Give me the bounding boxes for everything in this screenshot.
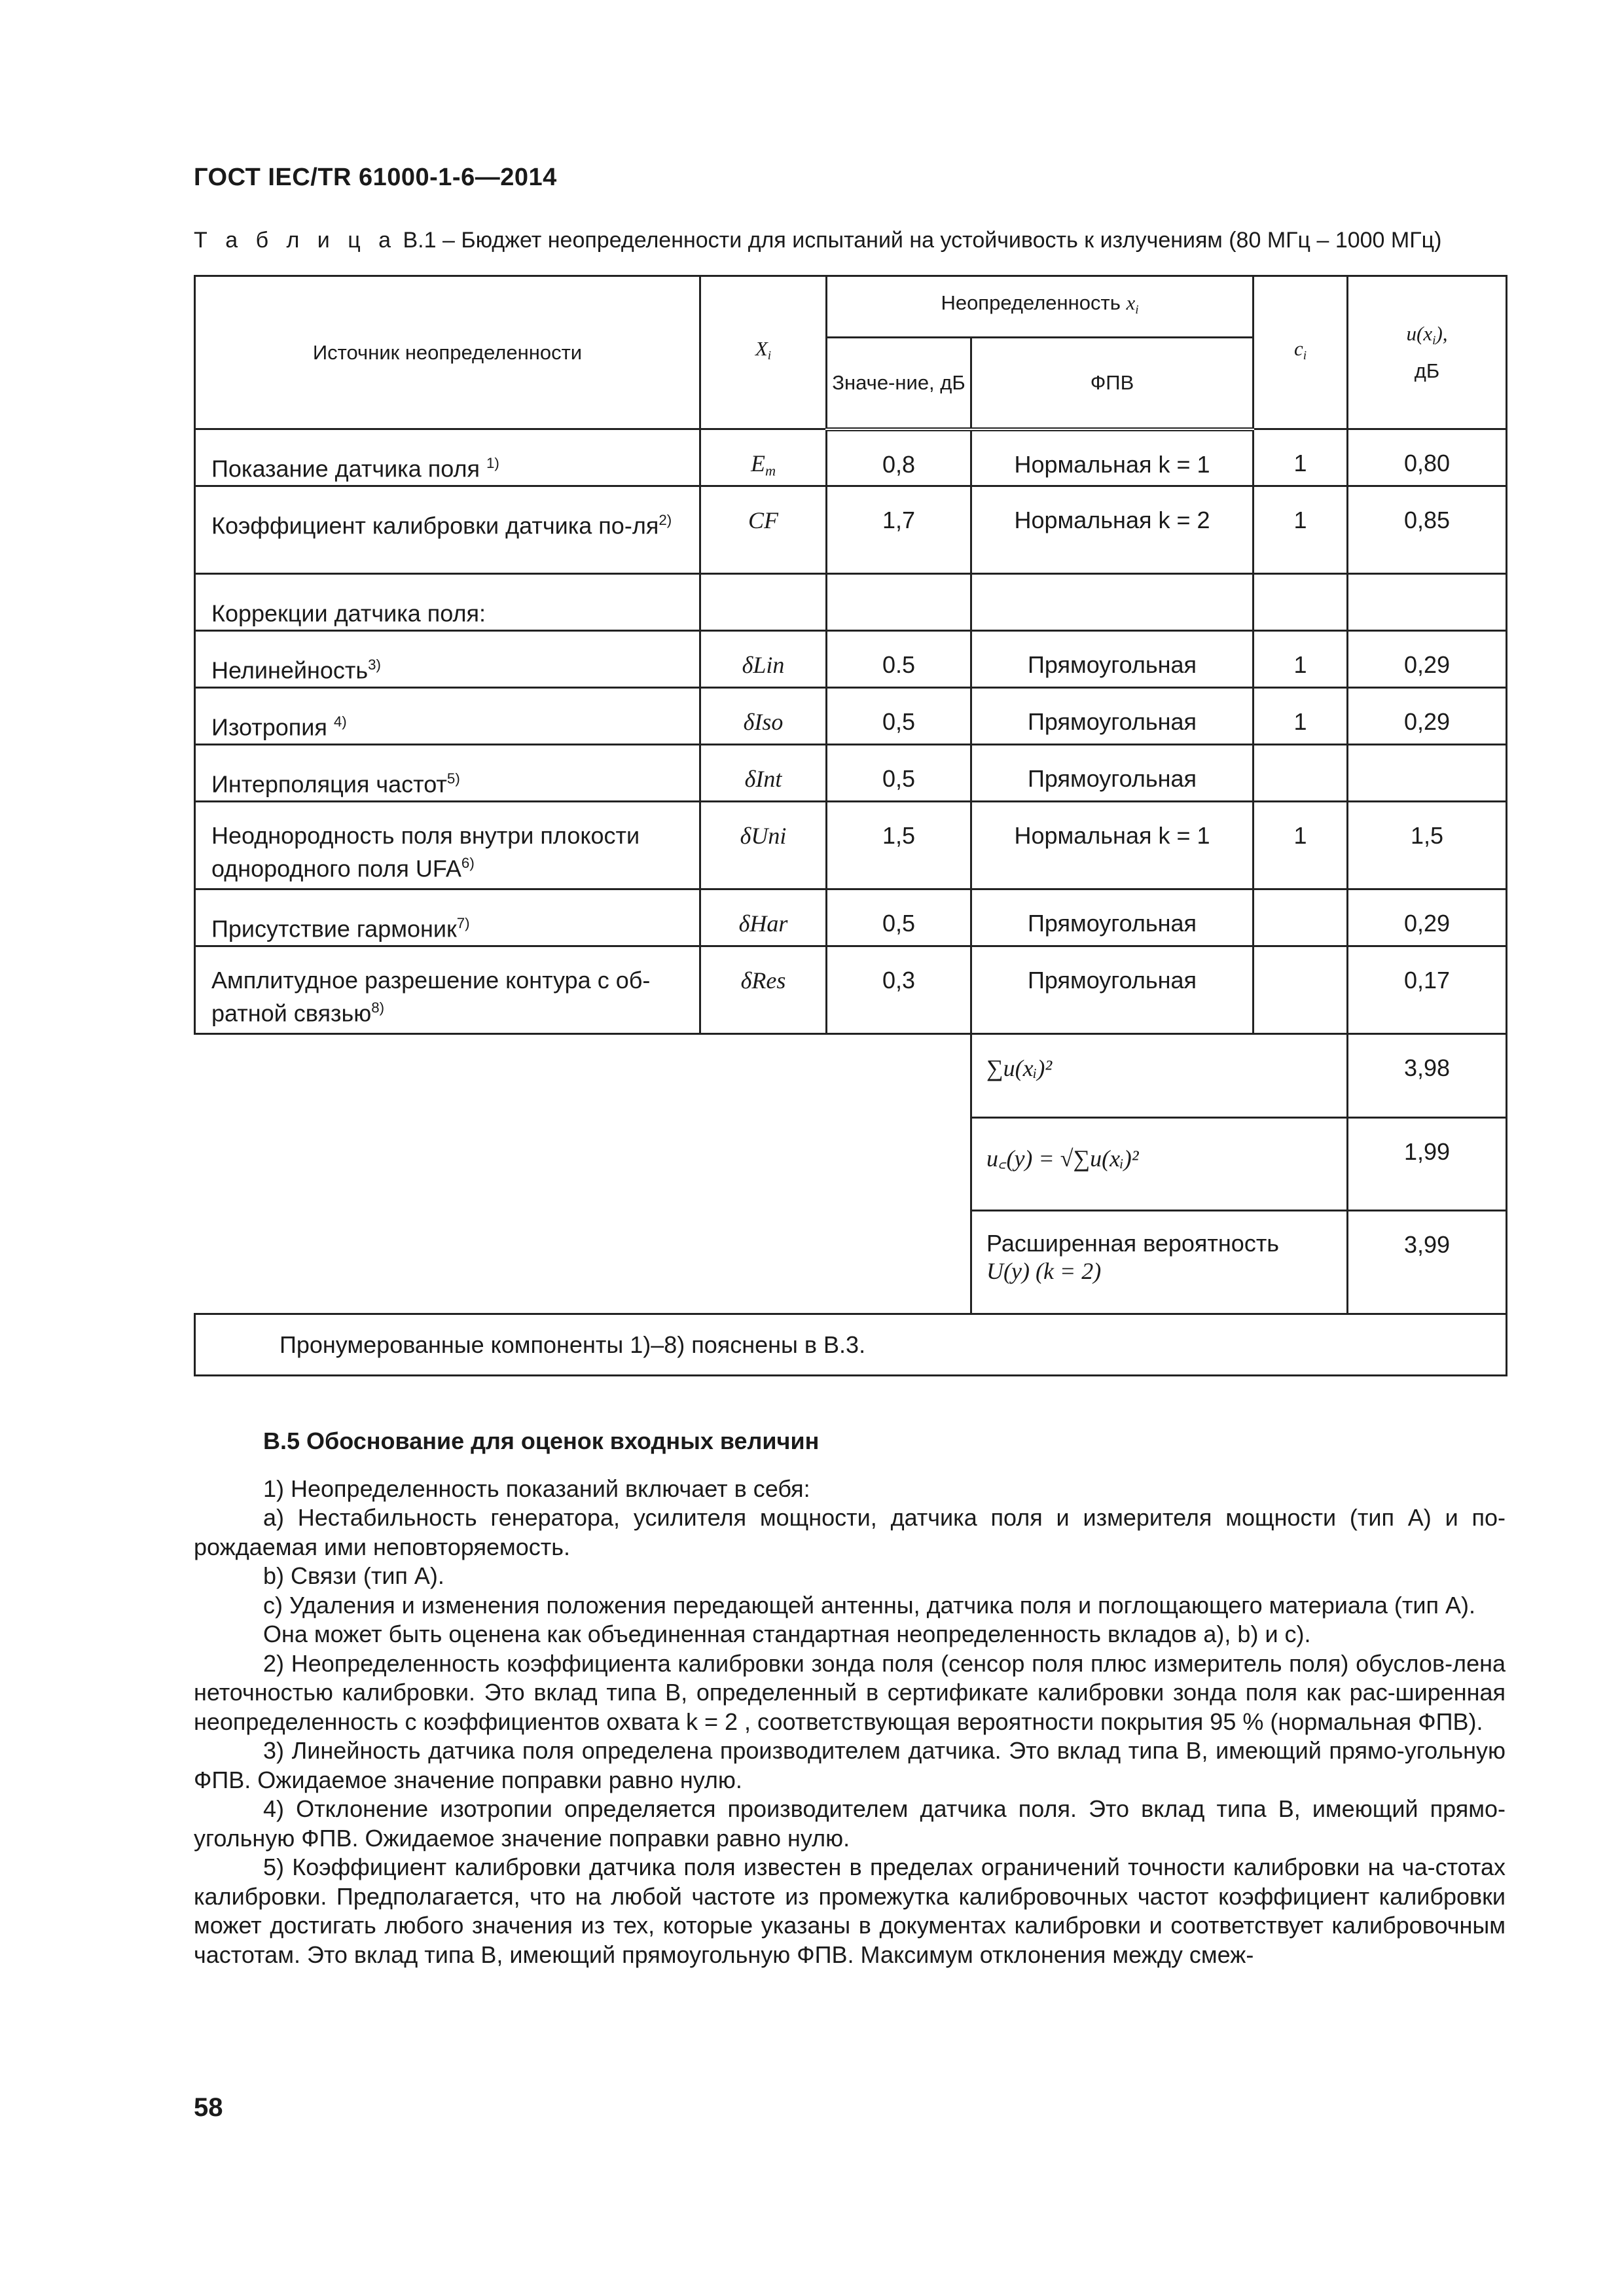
table-row (195, 429, 1507, 486)
cell-symbol: δUni (700, 802, 827, 889)
cell-source: Коэффициент калибровки датчика $по-ля^{2)}$ (195, 486, 700, 574)
summary-sum-value: 3,98 (1348, 1034, 1507, 1118)
cell-value: 0,5 (827, 688, 971, 745)
body-paragraph: 4) Отклонение изотропии определяется производителем датчика поля. Это вклад типа В, имеющий прямо-угольную ФПВ. Ожидаемое значение поправки равно нулю. (194, 1795, 1506, 1852)
cell-fpv: Нормальная k = 1 (971, 802, 1254, 889)
cell-value: 0,5 (827, 745, 971, 802)
cell-source: Присутствие гармоник$^{7)}$ (195, 889, 700, 946)
cell-fpv (971, 574, 1254, 631)
header-ci: $c_i$ (1254, 276, 1348, 429)
document-header: ГОСТ IEC/TR 61000-1-6—2014 (194, 164, 557, 191)
body-paragraph: b) Связи (тип А). (263, 1562, 444, 1589)
cell-u: 0,85 (1348, 486, 1507, 574)
table-row (195, 745, 1507, 802)
cell-ci: 1 (1254, 429, 1348, 486)
cell-source: Показание датчика поля $^{1)}$ (195, 429, 700, 486)
header-u: $u(x_i)$, дБ (1348, 276, 1507, 429)
cell-u (1348, 745, 1507, 802)
header-uncertainty: Неопределенность $x_i$ (827, 276, 1254, 338)
table-row (195, 631, 1507, 688)
cell-symbol (700, 574, 827, 631)
cell-fpv: Прямоугольная (971, 688, 1254, 745)
cell-u: 0,29 (1348, 889, 1507, 946)
table-row (195, 574, 1507, 631)
header-source: Источник неопределенности (195, 276, 700, 429)
table-row (195, 802, 1507, 889)
cell-ci (1254, 946, 1348, 1034)
cell-symbol: δHar (700, 889, 827, 946)
table-caption-text: В.1 – Бюджет неопределенности для испытаний на устойчивость к излучениям (80 МГц – 1000 МГц) (397, 228, 1442, 253)
section-b5 (194, 1427, 1506, 1969)
cell-u: 1,5 (1348, 802, 1507, 889)
cell-fpv: Прямоугольная (971, 745, 1254, 802)
table-row (195, 946, 1507, 1034)
cell-value: 1,7 (827, 486, 971, 574)
body-paragraph: 5) Коэффициент калибровки датчика поля известен в пределах ограничений точности калибровки на ча-стотах калибровки. Предполагается, что на любой частоте из промежутка калибровочных частот коэффициент калибровки может достигать любого значения из тех, которые указаны в документах калибровки и соответствует калибровочным частотам. Это вклад типа В, имеющий прямоугольную ФПВ. Максимум отклонения между смеж- (194, 1854, 1506, 1968)
cell-ci: 1 (1254, 486, 1348, 574)
cell-value: 1,5 (827, 802, 971, 889)
summary-uc-value: 1,99 (1348, 1118, 1507, 1211)
section-heading: В.5 Обоснование для оценок входных величин (263, 1427, 820, 1454)
cell-fpv: Нормальная k = 1 (971, 429, 1254, 486)
page-number: 58 (194, 2093, 223, 2122)
cell-source: Нелинейность$^{3)}$ (195, 631, 700, 688)
table-caption (194, 228, 1503, 253)
header-xi: $X_i$ (700, 276, 827, 429)
cell-source: Неоднородность поля внутри плокости однородного поля UFA$^{6)}$ (195, 802, 700, 889)
table-footnote: Пронумерованные компоненты 1)–8) пояснены в В.3. (195, 1314, 1507, 1376)
cell-source: Коррекции датчика поля: (195, 574, 700, 631)
cell-ci (1254, 574, 1348, 631)
body-paragraph: с) Удаления и изменения положения передающей антенны, датчика поля и поглощающего материала (тип А). (263, 1591, 1475, 1619)
cell-ci (1254, 745, 1348, 802)
cell-value: 0,5 (827, 889, 971, 946)
summary-sum-label: ∑u(xᵢ)² (971, 1034, 1348, 1118)
cell-u: 0,17 (1348, 946, 1507, 1034)
header-value: Значе-ние, дБ (827, 338, 971, 429)
header-fpv: ФПВ (971, 338, 1254, 429)
cell-symbol: δLin (700, 631, 827, 688)
cell-ci: 1 (1254, 688, 1348, 745)
cell-u: 0,29 (1348, 688, 1507, 745)
table-row (195, 889, 1507, 946)
cell-symbol: CF (700, 486, 827, 574)
cell-symbol: $E_m$ (700, 429, 827, 486)
body-paragraph: 3) Линейность датчика поля определена производителем датчика. Это вклад типа В, имеющий прямо-угольную ФПВ. Ожидаемое значение поправки равно нулю. (194, 1737, 1506, 1793)
summary-expanded-value: 3,99 (1348, 1211, 1507, 1314)
table-caption-prefix: Т а б л и ц а (194, 228, 397, 253)
cell-source: Интерполяция частот$^{5)}$ (195, 745, 700, 802)
cell-symbol: δIso (700, 688, 827, 745)
cell-value: 0.5 (827, 631, 971, 688)
table-row (195, 486, 1507, 574)
cell-ci: 1 (1254, 802, 1348, 889)
cell-source: Изотропия $^{4)}$ (195, 688, 700, 745)
summary-uc-label: u꜀(y) = √∑u(xᵢ)² (971, 1118, 1348, 1211)
section-paragraphs (194, 1475, 1506, 1970)
cell-value: 0,3 (827, 946, 971, 1034)
cell-fpv: Прямоугольная (971, 946, 1254, 1034)
body-paragraph: а) Нестабильность генератора, усилителя мощности, датчика поля и измерителя мощности (тип А) и по-рождаемая ими неповторяемость. (194, 1504, 1506, 1560)
table-row (195, 688, 1507, 745)
summary-blank (195, 1034, 971, 1314)
body-paragraph: 2) Неопределенность коэффициента калибровки зонда поля (сенсор поля плюс измеритель поля) обуслов-лена неточностью калибровки. Это вклад типа В, определенный в сертификате калибровки зонда поля как рас-ширенная неопределенность с коэффициентов охвата k = 2 , соответствующая вероятности покрытия 95 % (нормальная ФПВ). (194, 1649, 1506, 1735)
cell-ci: 1 (1254, 631, 1348, 688)
cell-u (1348, 574, 1507, 631)
cell-u: 0,29 (1348, 631, 1507, 688)
uncertainty-budget-table (194, 275, 1507, 1376)
body-paragraph: 1) Неопределенность показаний включает в себя: (263, 1475, 810, 1502)
cell-u: 0,80 (1348, 429, 1507, 486)
cell-fpv: Прямоугольная (971, 889, 1254, 946)
cell-source: Амплитудное разрешение контура с об-ратной связью$^{8)}$ (195, 946, 700, 1034)
cell-value (827, 574, 971, 631)
cell-ci (1254, 889, 1348, 946)
body-paragraph: Она может быть оценена как объединенная стандартная неопределенность вкладов а), b) и с). (263, 1621, 1311, 1647)
cell-symbol: δInt (700, 745, 827, 802)
cell-value: 0,8 (827, 429, 971, 486)
cell-symbol: δRes (700, 946, 827, 1034)
summary-expanded-label: Расширенная вероятность U(y) (k = 2) (971, 1211, 1348, 1314)
cell-fpv: Нормальная k = 2 (971, 486, 1254, 574)
cell-fpv: Прямоугольная (971, 631, 1254, 688)
